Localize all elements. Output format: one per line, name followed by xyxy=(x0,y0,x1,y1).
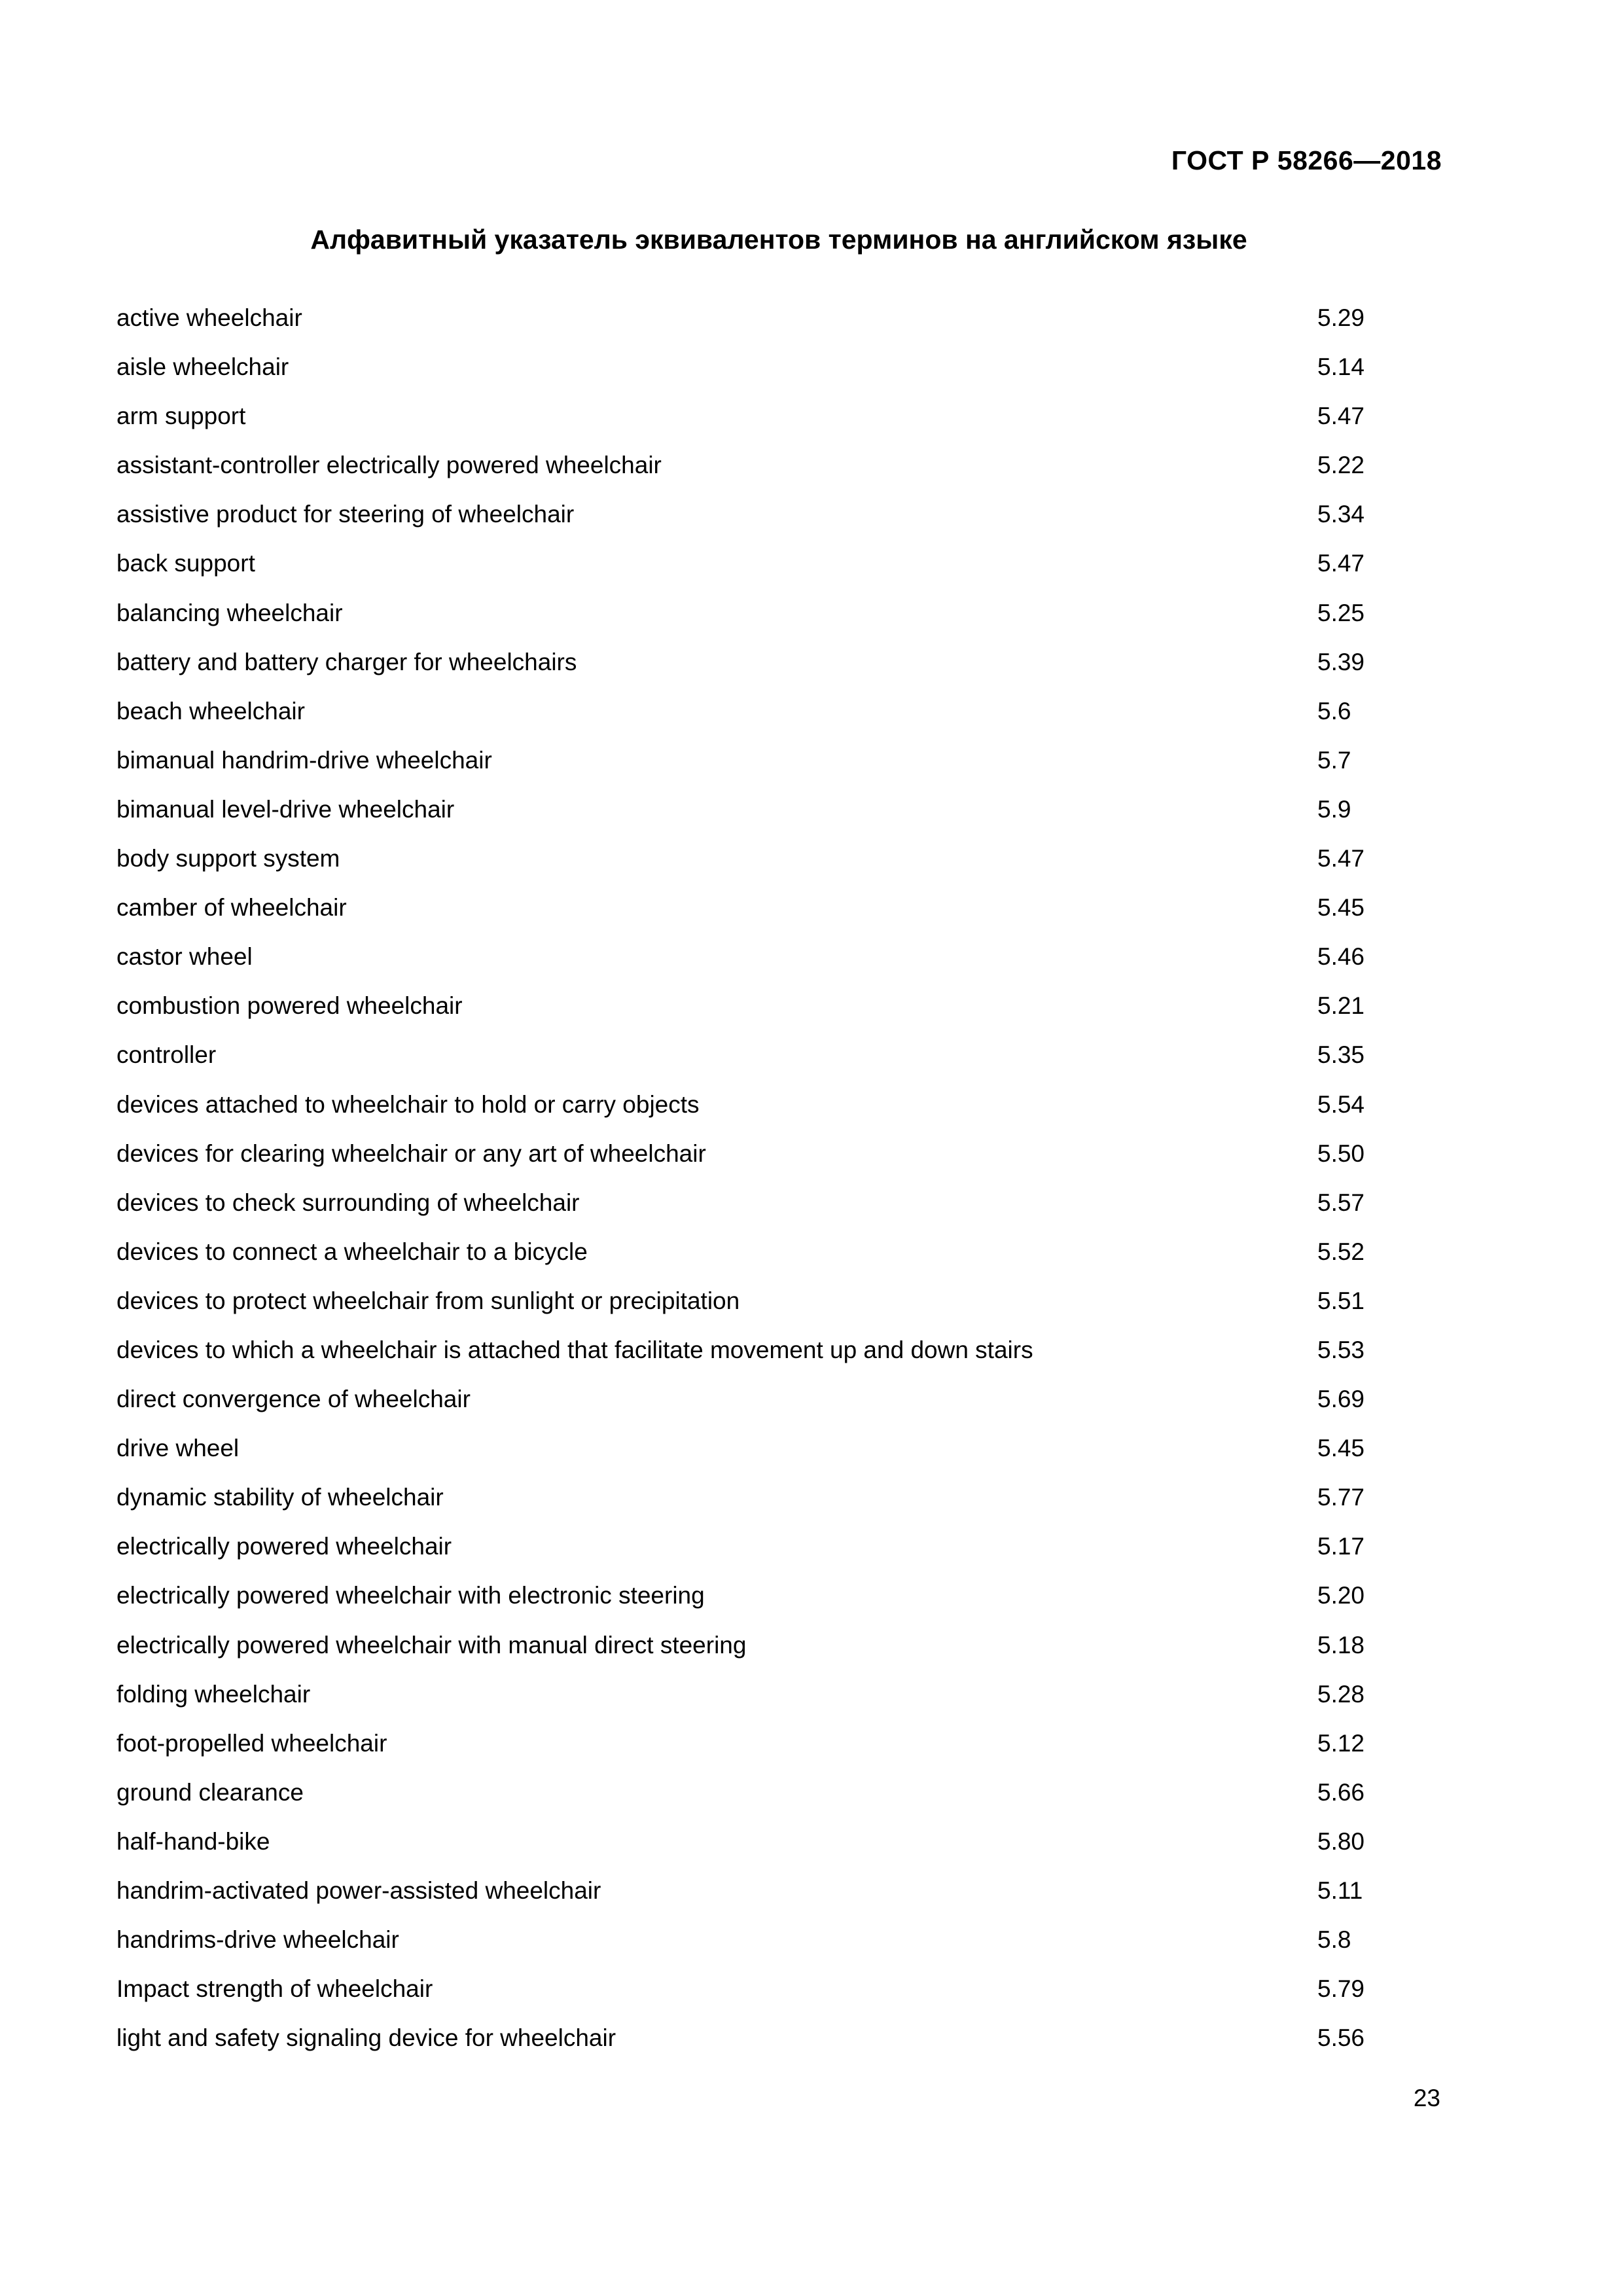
index-term: half-hand-bike xyxy=(116,1827,270,1855)
index-entry xyxy=(116,1768,1373,1817)
index-reference: 5.28 xyxy=(1317,1680,1365,1708)
index-entry xyxy=(116,637,1373,687)
index-entry xyxy=(116,1571,1373,1620)
index-term: dynamic stability of wheelchair xyxy=(116,1484,444,1511)
index-reference: 5.45 xyxy=(1317,1435,1365,1462)
index-entry xyxy=(116,1424,1373,1473)
index-reference: 5.51 xyxy=(1317,1287,1365,1314)
index-term: aisle wheelchair xyxy=(116,353,289,381)
index-term: foot-propelled wheelchair xyxy=(116,1729,387,1757)
index-entry xyxy=(116,1030,1373,1079)
index-reference: 5.6 xyxy=(1317,697,1351,725)
index-entry xyxy=(116,1178,1373,1227)
index-entry xyxy=(116,490,1373,539)
index-term: devices attached to wheelchair to hold or carry objects xyxy=(116,1090,700,1118)
index-entry xyxy=(116,834,1373,883)
index-reference: 5.22 xyxy=(1317,452,1365,479)
index-reference: 5.57 xyxy=(1317,1189,1365,1216)
index-term: active wheelchair xyxy=(116,304,302,331)
index-reference: 5.18 xyxy=(1317,1631,1365,1659)
index-term: balancing wheelchair xyxy=(116,599,343,626)
index-term: body support system xyxy=(116,845,340,872)
index-entry xyxy=(116,736,1373,785)
document-code: ГОСТ Р 58266—2018 xyxy=(1171,145,1442,175)
index-entry xyxy=(116,391,1373,440)
index-reference: 5.9 xyxy=(1317,795,1351,823)
index-entry xyxy=(116,1522,1373,1571)
index-entry xyxy=(116,1964,1373,2013)
index-reference: 5.34 xyxy=(1317,501,1365,528)
index-entry xyxy=(116,932,1373,981)
index-reference: 5.25 xyxy=(1317,599,1365,626)
index-entry xyxy=(116,588,1373,637)
index-term: assistive product for steering of wheelchair xyxy=(116,501,575,528)
index-term: handrims-drive wheelchair xyxy=(116,1926,399,1954)
index-reference: 5.56 xyxy=(1317,2024,1365,2052)
index-reference: 5.29 xyxy=(1317,304,1365,331)
index-term: assistant-controller electrically powered wheelchair xyxy=(116,452,662,479)
index-entry xyxy=(116,1621,1373,1670)
index-entry xyxy=(116,883,1373,932)
index-entry xyxy=(116,687,1373,736)
index-term: devices to check surrounding of wheelchair xyxy=(116,1189,580,1216)
index-entry xyxy=(116,1670,1373,1719)
index-reference: 5.20 xyxy=(1317,1582,1365,1609)
index-entry xyxy=(116,440,1373,490)
index-entry xyxy=(116,1817,1373,1866)
page-number: 23 xyxy=(1413,2085,1440,2111)
index-entry xyxy=(116,1866,1373,1915)
index-term: light and safety signaling device for wheelchair xyxy=(116,2024,616,2052)
index-reference: 5.79 xyxy=(1317,1975,1365,2003)
index-entry xyxy=(116,2013,1373,2062)
index-reference: 5.47 xyxy=(1317,550,1365,577)
index-reference: 5.66 xyxy=(1317,1778,1365,1806)
index-term: devices for clearing wheelchair or any art of wheelchair xyxy=(116,1139,706,1167)
index-term: combustion powered wheelchair xyxy=(116,992,463,1020)
index-entry xyxy=(116,1374,1373,1424)
index-entry xyxy=(116,539,1373,588)
index-reference: 5.77 xyxy=(1317,1484,1365,1511)
index-entry xyxy=(116,293,1373,342)
index-reference: 5.7 xyxy=(1317,746,1351,774)
index-entry xyxy=(116,1915,1373,1964)
index-term: camber of wheelchair xyxy=(116,894,347,922)
index-term: handrim-activated power-assisted wheelchair xyxy=(116,1877,601,1904)
index-reference: 5.17 xyxy=(1317,1533,1365,1560)
index-entry xyxy=(116,785,1373,834)
index-reference: 5.8 xyxy=(1317,1926,1351,1954)
index-term: beach wheelchair xyxy=(116,697,305,725)
index-term: battery and battery charger for wheelchairs xyxy=(116,648,577,675)
index-reference: 5.12 xyxy=(1317,1729,1365,1757)
index-reference: 5.47 xyxy=(1317,845,1365,872)
index-term: devices to which a wheelchair is attached that facilitate movement up and down stairs xyxy=(116,1336,1033,1363)
index-entry xyxy=(116,1080,1373,1129)
index-term: electrically powered wheelchair with manual direct steering xyxy=(116,1631,747,1659)
index-entry xyxy=(116,1227,1373,1276)
index-term: folding wheelchair xyxy=(116,1680,311,1708)
index-reference: 5.50 xyxy=(1317,1139,1365,1167)
index-reference: 5.80 xyxy=(1317,1827,1365,1855)
index-term: ground clearance xyxy=(116,1778,304,1806)
index-reference: 5.21 xyxy=(1317,992,1365,1020)
index-term: bimanual handrim-drive wheelchair xyxy=(116,746,492,774)
index-entry xyxy=(116,1325,1373,1374)
index-term: electrically powered wheelchair xyxy=(116,1533,452,1560)
index-reference: 5.45 xyxy=(1317,894,1365,922)
index-term: devices to connect a wheelchair to a bicycle xyxy=(116,1238,588,1265)
index-reference: 5.47 xyxy=(1317,403,1365,430)
index-entry xyxy=(116,1276,1373,1325)
index-term: bimanual level-drive wheelchair xyxy=(116,795,455,823)
index-reference: 5.35 xyxy=(1317,1041,1365,1069)
index-reference: 5.14 xyxy=(1317,353,1365,381)
index-entry xyxy=(116,342,1373,391)
index-reference: 5.53 xyxy=(1317,1336,1365,1363)
index-reference: 5.46 xyxy=(1317,943,1365,971)
index-entry xyxy=(116,981,1373,1030)
index-term: direct convergence of wheelchair xyxy=(116,1386,471,1413)
index-term: arm support xyxy=(116,403,246,430)
index-term: castor wheel xyxy=(116,943,253,971)
index-reference: 5.69 xyxy=(1317,1386,1365,1413)
index-term: devices to protect wheelchair from sunlight or precipitation xyxy=(116,1287,740,1314)
index-title: Алфавитный указатель эквивалентов терминов на английском языке xyxy=(310,224,1247,255)
index-term: drive wheel xyxy=(116,1435,240,1462)
index-entry xyxy=(116,1719,1373,1768)
index-reference: 5.54 xyxy=(1317,1090,1365,1118)
index-term: Impact strength of wheelchair xyxy=(116,1975,433,2003)
index-entry xyxy=(116,1129,1373,1178)
index-term: electrically powered wheelchair with electronic steering xyxy=(116,1582,705,1609)
index-reference: 5.52 xyxy=(1317,1238,1365,1265)
index-reference: 5.39 xyxy=(1317,648,1365,675)
index-term: controller xyxy=(116,1041,217,1069)
index-term: back support xyxy=(116,550,255,577)
term-index-list xyxy=(116,293,1373,2062)
index-reference: 5.11 xyxy=(1317,1877,1363,1904)
index-entry xyxy=(116,1473,1373,1522)
